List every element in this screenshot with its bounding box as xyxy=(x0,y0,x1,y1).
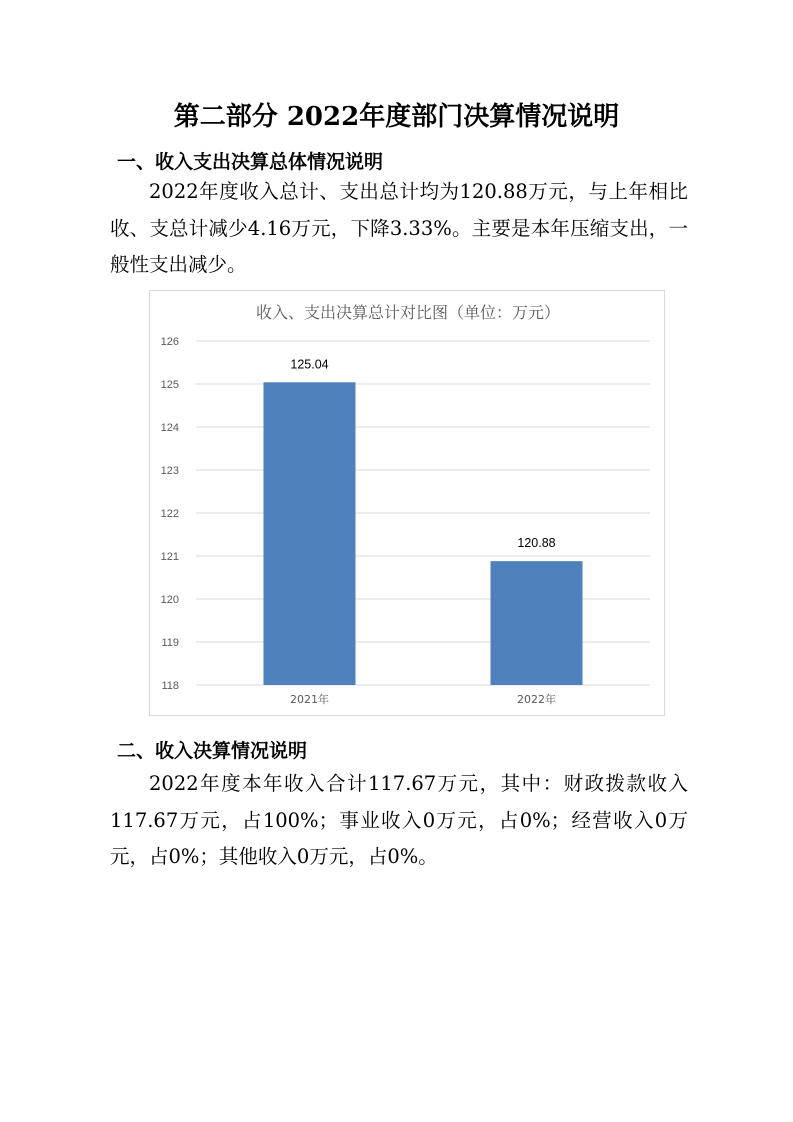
bar xyxy=(264,382,356,685)
y-tick-label: 118 xyxy=(161,680,179,692)
section-1-heading: 一、收入支出决算总体情况说明 xyxy=(117,151,384,173)
chart-bars xyxy=(264,382,583,685)
bar xyxy=(491,561,583,685)
y-tick-label: 119 xyxy=(161,637,179,649)
y-tick-label: 121 xyxy=(160,551,179,563)
y-tick-label: 126 xyxy=(160,336,179,348)
section-2-heading: 二、收入决算情况说明 xyxy=(117,740,308,762)
y-tick-label: 124 xyxy=(160,422,179,434)
y-tick-label: 123 xyxy=(160,465,179,477)
category-label: 2022年 xyxy=(517,693,556,706)
y-tick-label: 122 xyxy=(160,508,179,520)
y-tick-label: 125 xyxy=(160,379,179,391)
y-axis-ticks xyxy=(161,336,179,692)
chart-title: 收入、支出决算总计对比图（单位：万元） xyxy=(255,303,561,322)
section-2-paragraph: 2022年度本年收入合计117.67万元，其中：财政拨款收入117.67万元，占100%；事业收入0万元，占0%；经营收入0万元，占0%；其他收入0万元，占0%。 xyxy=(110,772,688,868)
chart-canvas xyxy=(150,291,666,717)
data-label: 125.04 xyxy=(290,357,329,372)
category-label: 2021年 xyxy=(290,693,329,706)
data-label: 120.88 xyxy=(517,536,556,551)
section-1-paragraph: 2022年度收入总计、支出总计均为120.88万元，与上年相比收、支总计减少4.16万元，下降3.33%。主要是本年压缩支出，一般性支出减少。 xyxy=(110,180,688,276)
bar-chart xyxy=(149,290,665,716)
y-tick-label: 120 xyxy=(160,594,179,606)
page-title: 第二部分 2022年度部门决算情况说明 xyxy=(173,102,620,132)
x-axis-categories xyxy=(290,692,556,706)
